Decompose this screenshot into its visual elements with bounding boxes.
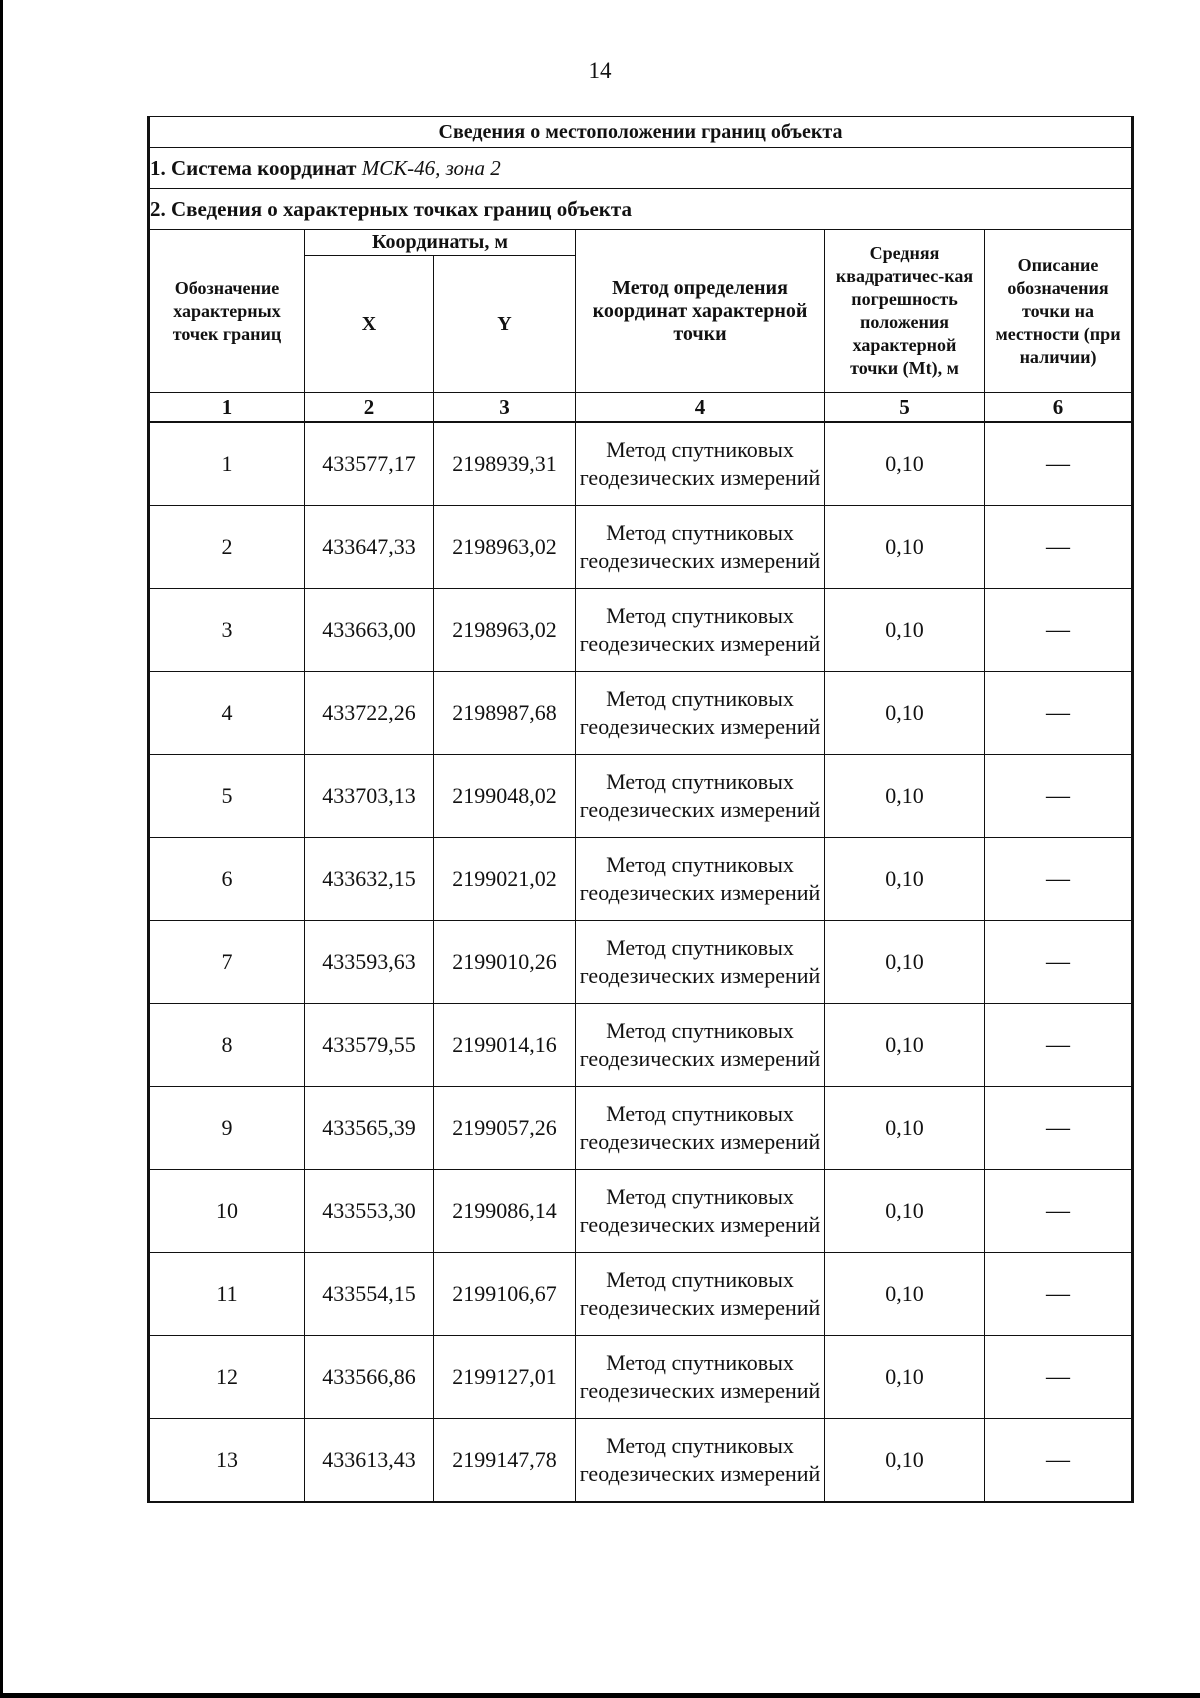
point-cell: 13 bbox=[149, 1419, 305, 1503]
y-coordinate-cell: 2199057,26 bbox=[434, 1087, 576, 1170]
header-error bbox=[825, 230, 985, 393]
table-row bbox=[149, 1253, 1133, 1336]
column-numbers-row bbox=[149, 393, 1133, 423]
method-cell: Метод спутниковых геодезических измерений bbox=[576, 1087, 825, 1170]
column-number: 3 bbox=[434, 393, 576, 423]
method-cell: Метод спутниковых геодезических измерений bbox=[576, 1170, 825, 1253]
description-cell: — bbox=[985, 422, 1133, 506]
method-cell: Метод спутниковых геодезических измерений bbox=[576, 672, 825, 755]
y-coordinate-cell: 2198963,02 bbox=[434, 506, 576, 589]
point-cell: 8 bbox=[149, 1004, 305, 1087]
points-section-heading bbox=[149, 189, 1133, 230]
method-cell: Метод спутниковых геодезических измерений bbox=[576, 1004, 825, 1087]
column-number: 6 bbox=[985, 393, 1133, 423]
point-cell: 6 bbox=[149, 838, 305, 921]
y-coordinate-cell: 2198963,02 bbox=[434, 589, 576, 672]
method-cell: Метод спутниковых геодезических измерений bbox=[576, 506, 825, 589]
x-coordinate-cell: 433647,33 bbox=[305, 506, 434, 589]
x-coordinate-cell: 433579,55 bbox=[305, 1004, 434, 1087]
error-cell: 0,10 bbox=[825, 506, 985, 589]
error-cell: 0,10 bbox=[825, 1087, 985, 1170]
x-coordinate-cell: 433565,39 bbox=[305, 1087, 434, 1170]
method-cell: Метод спутниковых геодезических измерений bbox=[576, 1419, 825, 1503]
header-y: Y bbox=[434, 256, 576, 393]
y-coordinate-cell: 2198987,68 bbox=[434, 672, 576, 755]
table-row bbox=[149, 1004, 1133, 1087]
coordinate-system bbox=[149, 148, 1133, 189]
description-cell: — bbox=[985, 1336, 1133, 1419]
error-cell: 0,10 bbox=[825, 1253, 985, 1336]
x-coordinate-cell: 433632,15 bbox=[305, 838, 434, 921]
description-cell: — bbox=[985, 1004, 1133, 1087]
y-coordinate-cell: 2199106,67 bbox=[434, 1253, 576, 1336]
description-cell: — bbox=[985, 1170, 1133, 1253]
header-row-1 bbox=[149, 230, 1133, 256]
method-cell: Метод спутниковых геодезических измерений bbox=[576, 589, 825, 672]
scan-edge-bottom bbox=[0, 1693, 1200, 1698]
table-title: Сведения о местоположении границ объекта bbox=[149, 117, 1133, 148]
table-row bbox=[149, 838, 1133, 921]
x-coordinate-cell: 433553,30 bbox=[305, 1170, 434, 1253]
points-section-label: 2. Сведения о характерных точках границ объекта bbox=[150, 196, 632, 221]
y-coordinate-cell: 2199147,78 bbox=[434, 1419, 576, 1503]
point-cell: 11 bbox=[149, 1253, 305, 1336]
error-cell: 0,10 bbox=[825, 1336, 985, 1419]
description-cell: — bbox=[985, 755, 1133, 838]
column-number: 5 bbox=[825, 393, 985, 423]
method-cell: Метод спутниковых геодезических измерений bbox=[576, 422, 825, 506]
coordinate-system-value: МСК-46, зона 2 bbox=[361, 155, 501, 180]
y-coordinate-cell: 2199010,26 bbox=[434, 921, 576, 1004]
point-cell: 10 bbox=[149, 1170, 305, 1253]
method-cell: Метод спутниковых геодезических измерений bbox=[576, 838, 825, 921]
y-coordinate-cell: 2198939,31 bbox=[434, 422, 576, 506]
y-coordinate-cell: 2199086,14 bbox=[434, 1170, 576, 1253]
point-cell: 9 bbox=[149, 1087, 305, 1170]
method-cell: Метод спутниковых геодезических измерений bbox=[576, 921, 825, 1004]
table-row bbox=[149, 422, 1133, 506]
table-row bbox=[149, 589, 1133, 672]
x-coordinate-cell: 433554,15 bbox=[305, 1253, 434, 1336]
description-cell: — bbox=[985, 506, 1133, 589]
header-x: X bbox=[305, 256, 434, 393]
description-cell: — bbox=[985, 672, 1133, 755]
table-row bbox=[149, 1170, 1133, 1253]
error-cell: 0,10 bbox=[825, 921, 985, 1004]
section-1-row bbox=[149, 148, 1133, 189]
description-cell: — bbox=[985, 1253, 1133, 1336]
method-cell: Метод спутниковых геодезических измерений bbox=[576, 1336, 825, 1419]
method-cell: Метод спутниковых геодезических измерений bbox=[576, 755, 825, 838]
point-cell: 5 bbox=[149, 755, 305, 838]
column-number: 2 bbox=[305, 393, 434, 423]
x-coordinate-cell: 433566,86 bbox=[305, 1336, 434, 1419]
y-coordinate-cell: 2199127,01 bbox=[434, 1336, 576, 1419]
table-row bbox=[149, 672, 1133, 755]
description-cell: — bbox=[985, 838, 1133, 921]
y-coordinate-cell: 2199048,02 bbox=[434, 755, 576, 838]
header-point: Обозначение характерных точек границ bbox=[149, 230, 305, 393]
error-cell: 0,10 bbox=[825, 1170, 985, 1253]
point-cell: 2 bbox=[149, 506, 305, 589]
error-cell: 0,10 bbox=[825, 1004, 985, 1087]
x-coordinate-cell: 433663,00 bbox=[305, 589, 434, 672]
section-2-row bbox=[149, 189, 1133, 230]
header-description: Описание обозначения точки на местности (при наличии) bbox=[985, 230, 1133, 393]
table-body bbox=[149, 422, 1133, 1502]
header-coords: Координаты, м bbox=[305, 230, 576, 256]
x-coordinate-cell: 433703,13 bbox=[305, 755, 434, 838]
point-cell: 4 bbox=[149, 672, 305, 755]
error-cell: 0,10 bbox=[825, 838, 985, 921]
point-cell: 12 bbox=[149, 1336, 305, 1419]
point-cell: 7 bbox=[149, 921, 305, 1004]
error-cell: 0,10 bbox=[825, 1419, 985, 1503]
column-number: 1 bbox=[149, 393, 305, 423]
x-coordinate-cell: 433577,17 bbox=[305, 422, 434, 506]
y-coordinate-cell: 2199021,02 bbox=[434, 838, 576, 921]
table-title-row bbox=[149, 117, 1133, 148]
column-number: 4 bbox=[576, 393, 825, 423]
error-cell: 0,10 bbox=[825, 672, 985, 755]
table-row bbox=[149, 755, 1133, 838]
table-row bbox=[149, 921, 1133, 1004]
x-coordinate-cell: 433613,43 bbox=[305, 1419, 434, 1503]
y-coordinate-cell: 2199014,16 bbox=[434, 1004, 576, 1087]
error-cell: 0,10 bbox=[825, 422, 985, 506]
table-row bbox=[149, 506, 1133, 589]
header-method: Метод определения координат характерной точки bbox=[576, 230, 825, 393]
error-cell: 0,10 bbox=[825, 589, 985, 672]
table-row bbox=[149, 1419, 1133, 1503]
coordinate-system-label: 1. Система координат bbox=[150, 155, 357, 180]
description-cell: — bbox=[985, 1087, 1133, 1170]
x-coordinate-cell: 433593,63 bbox=[305, 921, 434, 1004]
boundary-points-table bbox=[147, 116, 1134, 1503]
method-cell: Метод спутниковых геодезических измерений bbox=[576, 1253, 825, 1336]
header-error-text: Средняя квадратичес-кая погрешность положения характерной точки (Mt), м bbox=[835, 243, 974, 378]
table-row bbox=[149, 1087, 1133, 1170]
table-row bbox=[149, 1336, 1133, 1419]
x-coordinate-cell: 433722,26 bbox=[305, 672, 434, 755]
description-cell: — bbox=[985, 1419, 1133, 1503]
scan-edge-left bbox=[0, 0, 3, 1698]
description-cell: — bbox=[985, 589, 1133, 672]
error-cell: 0,10 bbox=[825, 755, 985, 838]
description-cell: — bbox=[985, 921, 1133, 1004]
point-cell: 1 bbox=[149, 422, 305, 506]
point-cell: 3 bbox=[149, 589, 305, 672]
page-number: 14 bbox=[588, 58, 612, 83]
